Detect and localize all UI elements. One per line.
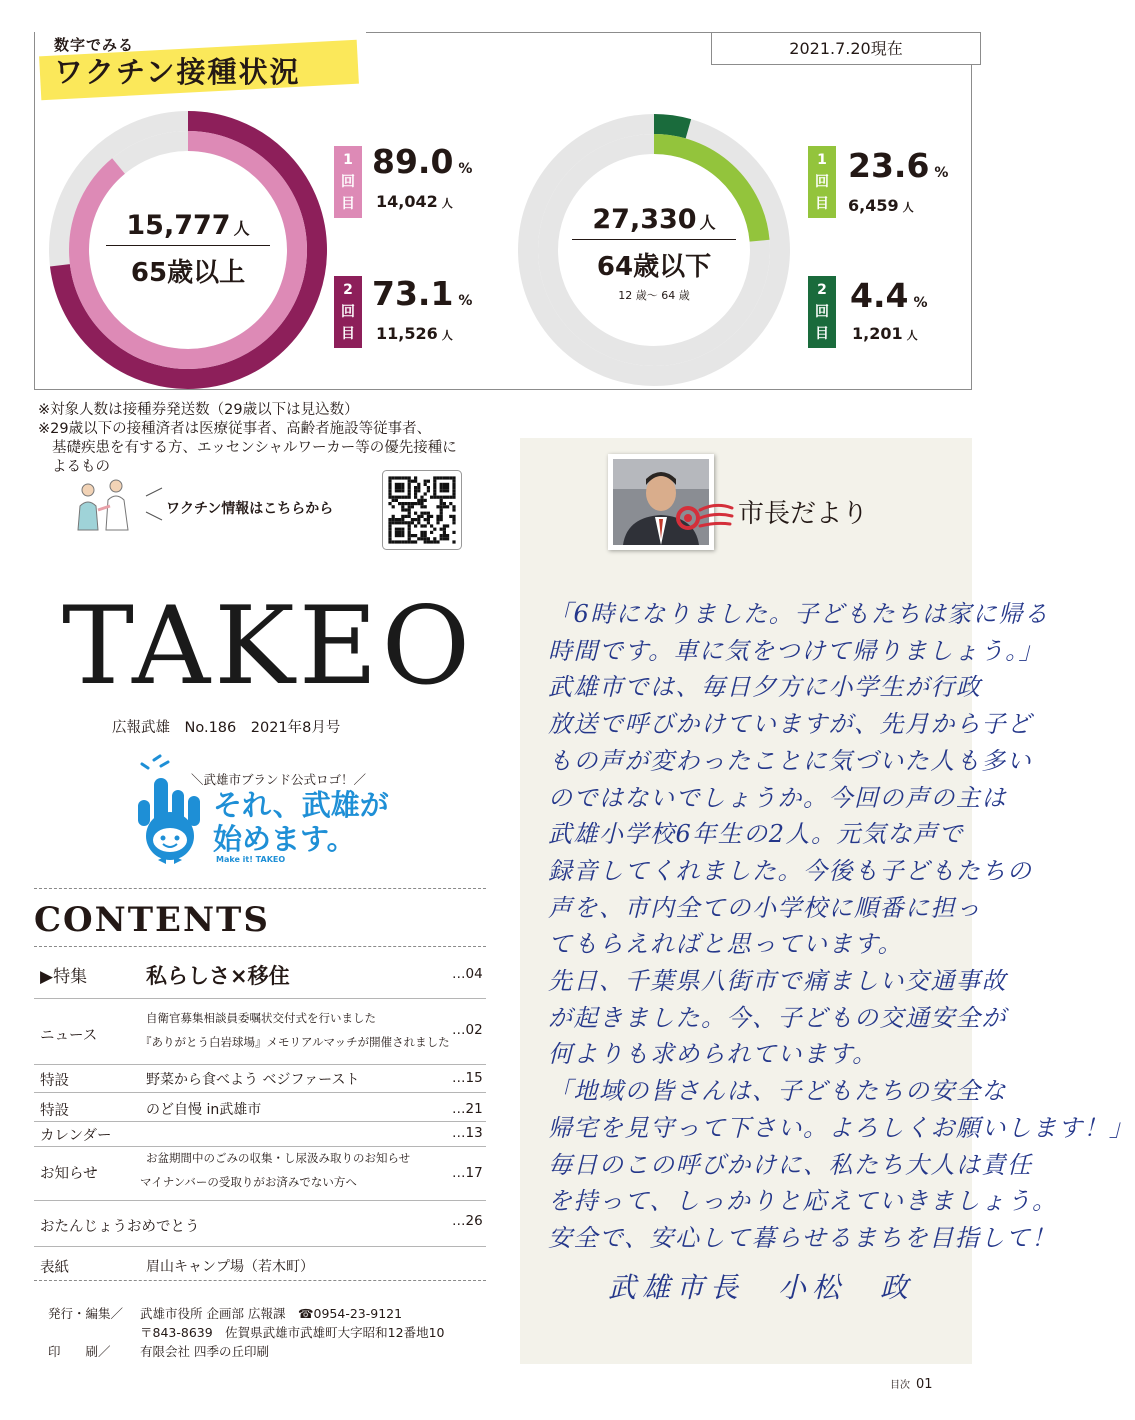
age-group-label: 64歳以下 — [596, 252, 712, 282]
toc-category: 特設 — [40, 1103, 69, 1119]
dose1-percent: 89.0 % — [372, 142, 473, 181]
letter-line: 先日、千葉県八街市で痛ましい交通事故 — [548, 967, 1007, 996]
dose2-percent: 73.1 % — [372, 274, 473, 313]
letter-line: 何よりも求められています。 — [548, 1040, 878, 1069]
age-range-label: 12 歳～ 64 歳 — [618, 289, 690, 302]
toc-rule — [34, 1246, 486, 1247]
toc-page: …21 — [452, 1101, 483, 1117]
divider — [34, 888, 486, 889]
printer-value: 有限会社 四季の丘印刷 — [140, 1344, 269, 1359]
letter-line: 「地域の皆さんは、子どもたちの安全な — [548, 1077, 1007, 1106]
contents-title: CONTENTS — [34, 900, 270, 940]
letter-line: 「6時になりました。子どもたちは家に帰る — [548, 600, 1050, 628]
publisher-value: 武雄市役所 企画部 広報課 ☎0954-23-9121 — [140, 1306, 403, 1321]
note-line: よるもの — [52, 459, 110, 475]
divider — [34, 1280, 486, 1281]
toc-category: お知らせ — [40, 1166, 98, 1182]
dose2-tag: 2 回 目 — [808, 276, 836, 348]
logo-mark-icon — [672, 500, 736, 536]
dose2-count: 11,526 人 — [376, 324, 453, 343]
toc-item: 眉山キャンプ場（若木町） — [146, 1259, 314, 1275]
dose2-count: 1,201 人 — [852, 324, 918, 343]
dose1-percent: 23.6 % — [848, 146, 949, 185]
toc-rule — [34, 1200, 486, 1201]
letter-line: 安全で、安心して暮らせるまちを目指して！ — [548, 1223, 1057, 1252]
letter-line: 録音してくれました。今後も子どもたちの — [548, 856, 1033, 885]
toc-item[interactable]: マイナンバーの受取りがお済みでない方へ — [140, 1175, 357, 1189]
page-number: 目次 01 — [890, 1377, 933, 1392]
donut-center-65-over — [106, 210, 270, 289]
toc-page: …02 — [452, 1022, 483, 1038]
target-total-unit: 人 — [233, 219, 250, 238]
letter-line: を持って、しっかりと応えていきましょう。 — [548, 1187, 1058, 1216]
letter-line: 武雄市では、毎日夕方に小学生が行政 — [548, 673, 982, 702]
dose1-count: 6,459 人 — [848, 196, 914, 215]
target-total-unit: 人 — [699, 213, 716, 232]
as-of-date: 2021.7.20現在 — [711, 32, 981, 65]
toc-rule — [34, 1092, 486, 1093]
letter-line: 放送で呼びかけていますが、先月から子ど — [548, 710, 1033, 739]
toc-rule — [34, 1121, 486, 1122]
toc-item[interactable]: 自衛官募集相談員委嘱状交付式を行いました — [146, 1011, 376, 1025]
toc-page: …15 — [452, 1070, 483, 1086]
center-rule — [106, 245, 270, 246]
donut-center-64-under — [572, 204, 736, 303]
letter-line: もの声が変わったことに気づいた人も多い — [548, 746, 1033, 775]
toc-category: 特設 — [40, 1073, 69, 1089]
center-rule — [572, 239, 736, 240]
age-group-label: 65歳以上 — [130, 258, 246, 288]
letter-line: 時間です。車に気をつけて帰りましょう。」 — [548, 636, 1045, 665]
letter-line: のではないでしょうか。今回の声の主は — [548, 783, 1007, 812]
toc-item[interactable]: 私らしさ×移住 — [146, 964, 290, 988]
issue-info: 広報武雄 No.186 2021年8月号 — [112, 720, 341, 736]
takeo-logo: TAKEO — [62, 584, 475, 709]
brand-sub: Make it! TAKEO — [216, 855, 286, 864]
speech-slash-icon — [144, 484, 164, 524]
toc-category[interactable]: おたんじょうおめでとう — [40, 1219, 200, 1235]
publisher-address: 〒843-8639 佐賀県武雄市武雄町大字昭和12番地10 — [140, 1325, 445, 1340]
divider — [34, 946, 486, 947]
letter-line: 毎日のこの呼びかけに、私たち大人は責任 — [548, 1150, 1033, 1179]
toc-item[interactable]: のど自慢 in武雄市 — [146, 1102, 262, 1118]
letter-line: 武雄小学校6年生の2人。元気な声で — [548, 820, 965, 849]
letter-line: が起きました。今、子どもの交通安全が — [548, 1003, 1007, 1032]
brand-slogan: それ、武雄が 始めます。 — [213, 788, 389, 856]
note-line: ※29歳以下の接種済者は医療従事者、高齢者施設等従事者、 — [38, 421, 432, 437]
vaccination-illustration-icon — [72, 476, 136, 532]
target-total: 27,330 — [592, 204, 697, 235]
dose1-tag: 1 回 目 — [334, 146, 362, 218]
toc-category: ニュース — [40, 1028, 98, 1044]
toc-page: …13 — [452, 1125, 483, 1141]
toc-page: …17 — [452, 1165, 483, 1181]
brand-tagline: ＼武雄市ブランド公式ロゴ！／ — [191, 772, 367, 787]
qr-code-icon[interactable] — [382, 470, 462, 550]
toc-category: ▶特集 — [40, 967, 88, 987]
dose1-tag: 1 回 目 — [808, 146, 836, 218]
note-line: 基礎疾患を有する方、エッセンシャルワーカー等の優先接種に — [52, 440, 457, 456]
toc-item[interactable]: 『ありがとう白岩球場』メモリアルマッチが開催されました — [140, 1035, 450, 1049]
mayor-signature: 武雄市長 小松 政 — [608, 1271, 915, 1304]
toc-rule — [34, 1064, 486, 1065]
letter-line: 帰宅を見守って下さい。よろしくお願いします！」 — [548, 1113, 1135, 1142]
toc-page: …04 — [452, 966, 483, 982]
toc-item[interactable]: お盆期間中のごみの収集・し尿汲み取りのお知らせ — [146, 1151, 411, 1165]
dose2-ring — [654, 124, 688, 129]
toc-category: 表紙 — [40, 1260, 69, 1276]
letter-line: てもらえればと思っています。 — [548, 930, 904, 959]
toc-rule — [34, 1146, 486, 1147]
toc-page: …26 — [452, 1213, 483, 1229]
vaccine-title-small: 数字でみる — [54, 36, 135, 54]
publisher-label: 発行・編集／ — [48, 1306, 124, 1321]
target-total: 15,777 — [126, 210, 231, 241]
vaccine-title: ワクチン接種状況 — [54, 55, 301, 89]
letter-title: 市長だより — [738, 499, 869, 529]
letter-body — [548, 596, 1135, 1257]
dose1-count: 14,042 人 — [376, 192, 453, 211]
printer-label: 印 刷／ — [48, 1344, 111, 1359]
vaccine-info-link[interactable]: ワクチン情報はこちらから — [166, 501, 334, 517]
dose2-percent: 4.4 % — [850, 276, 928, 315]
toc-rule — [34, 998, 486, 999]
toc-item[interactable]: 野菜から食べよう ベジファースト — [146, 1072, 360, 1088]
dose2-tag: 2 回 目 — [334, 276, 362, 348]
letter-line: 声を、市内全ての小学校に順番に担っ — [548, 893, 982, 922]
note-line: ※対象人数は接種券発送数（29歳以下は見込数） — [38, 402, 359, 418]
toc-category: カレンダー — [40, 1128, 112, 1144]
